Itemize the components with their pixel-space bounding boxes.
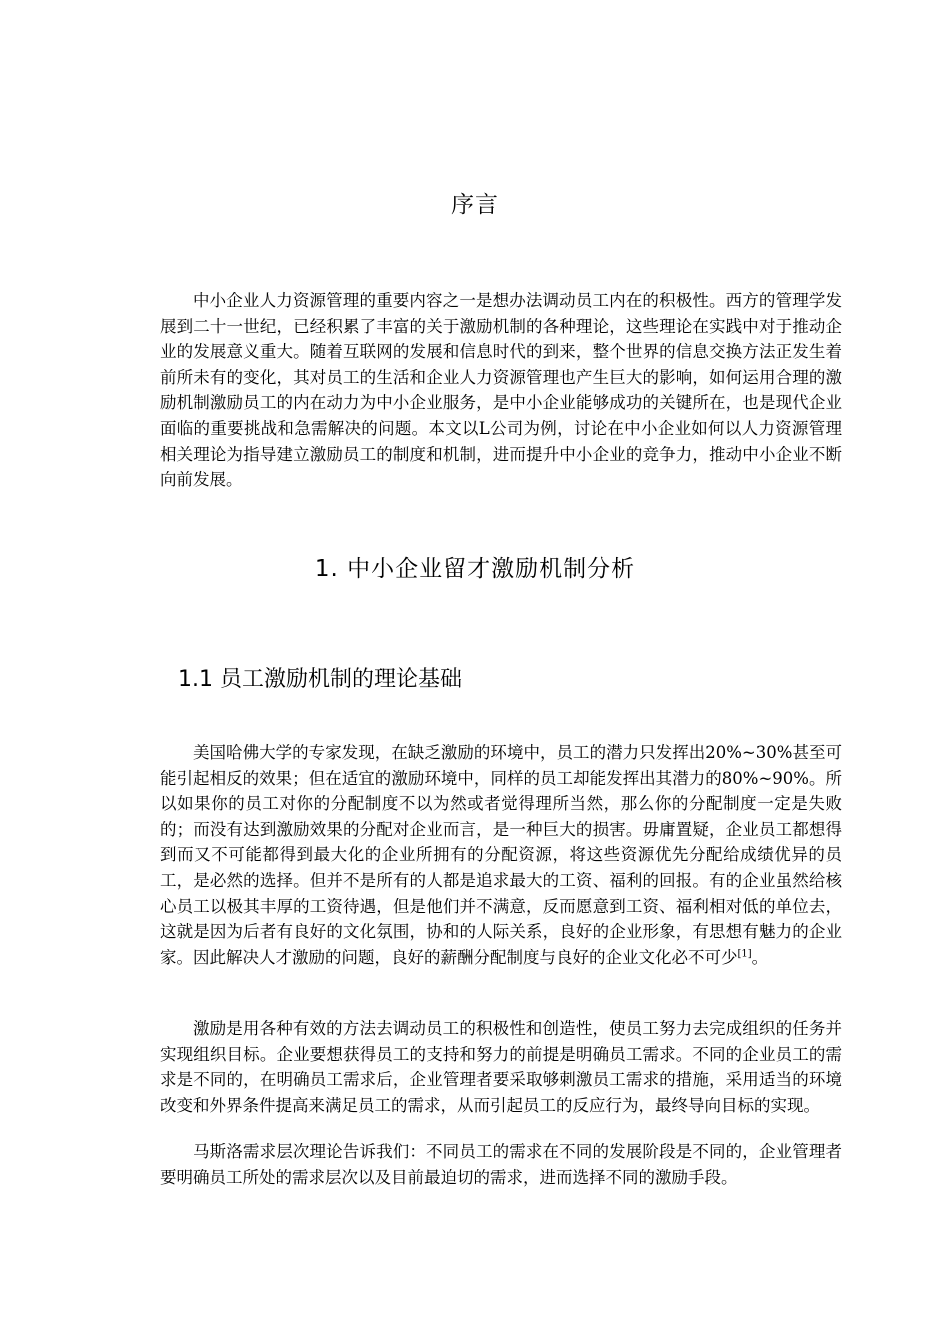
section-1-1-paragraph-2: 激励是用各种有效的方法去调动员工的积极性和创造性，使员工努力去完成组织的任务并实现组织目标。企业要想获得员工的支持和努力的前提是明确员工需求。不同的企业员工的需求是不同的，在明确员工需求后，企业管理者要采取够刺激员工需求的措施，采用适当的环境改变和外界条件提高来满足员工的需求，从而引起员工的反应行为，最终导向目标的实现。 [160, 1019, 842, 1115]
section-1-1-paragraph-3: 马斯洛需求层次理论告诉我们：不同员工的需求在不同的发展阶段是不同的，企业管理者要明确员工所处的需求层次以及目前最迫切的需求，进而选择不同的激励手段。 [160, 1142, 842, 1187]
preface-title: 序言 [451, 192, 499, 218]
paragraph-1-text: 美国哈佛大学的专家发现，在缺乏激励的环境中，员工的潜力只发挥出20%~30%甚至可能引起相反的效果；但在适宜的激励环境中，同样的员工却能发挥出其潜力的80%~90%。所以如果你的员工对你的分配制度不以为然或者觉得理所当然，那么你的分配制度一定是失败的；而没有达到激励效果的分配对企业而言，是一种巨大的损害。毋庸置疑，企业员工都想得到而又不可能都得到最大化的企业所拥有的分配资源，将这些资源优先分配给成绩优异的员工，是必然的选择。但并不是所有的人都是追求最大的工资、福利的回报。有的企业虽然给核心员工以极其丰厚的工资待遇，但是他们并不满意，反而愿意到工资、福利相对低的单位去，这就是因为后者有良好的文化氛围，协和的人际关系，良好的企业形象，有思想有魅力的企业家。因此解决人才激励的问题，良好的薪酬分配制度与良好的企业文化必不可少 [160, 743, 842, 967]
citation-marker[interactable]: [1] [737, 948, 752, 960]
section-1-1-paragraph-1 [160, 740, 842, 970]
section-1-1-title: 1.1 员工激励机制的理论基础 [178, 667, 462, 692]
preface-paragraph: 中小企业人力资源管理的重要内容之一是想办法调动员工内在的积极性。西方的管理学发展到二十一世纪，已经积累了丰富的关于激励机制的各种理论，这些理论在实践中对于推动企业的发展意义重大。随着互联网的发展和信息时代的到来，整个世界的信息交换方法正发生着前所未有的变化，其对员工的生活和企业人力资源管理也产生巨大的影响，如何运用合理的激励机制激励员工的内在动力为中小企业服务，是中小企业能够成功的关键所在，也是现代企业面临的重要挑战和急需解决的问题。本文以L公司为例，讨论在中小企业如何以人力资源管理相关理论为指导建立激励员工的制度和机制，进而提升中小企业的竞争力，推动中小企业不断向前发展。 [160, 291, 842, 490]
chapter-1-title: 1. 中小企业留才激励机制分析 [314, 556, 636, 582]
paragraph-1-end: 。 [751, 947, 769, 967]
